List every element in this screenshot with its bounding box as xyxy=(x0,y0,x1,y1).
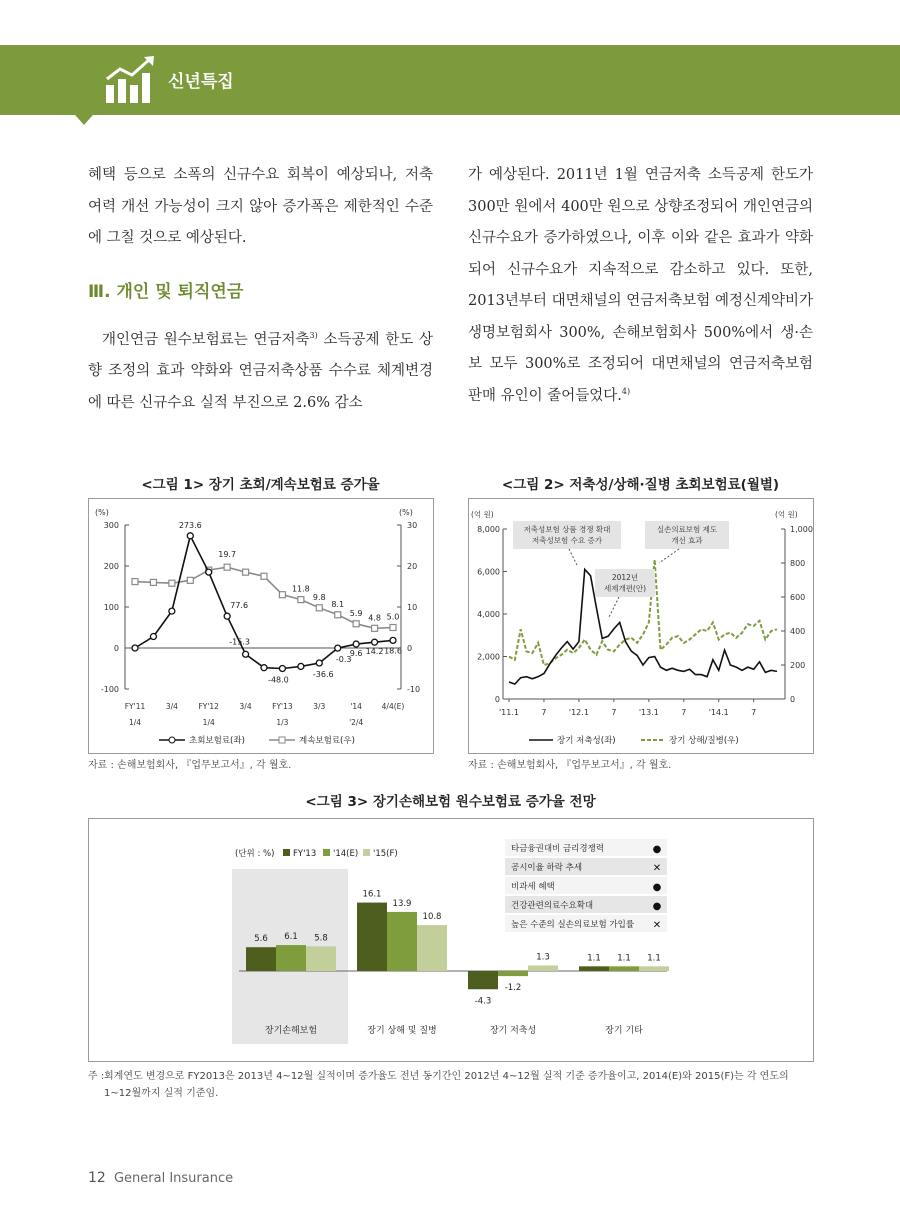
fig1-renewal-label: 9.8 xyxy=(312,592,326,602)
fig1-initial-point xyxy=(206,569,212,575)
fig1-x-tick: FY'12 xyxy=(198,702,219,711)
figure2-title: <그림 2> 저축성/상해·질병 초회보험료(월별) xyxy=(501,477,780,493)
fig2-x-tick: 7 xyxy=(611,708,617,717)
fig1-renewal-point xyxy=(353,621,359,627)
fig1-initial-point xyxy=(316,660,322,666)
figure3-box xyxy=(88,818,814,1062)
fig3-bar-label: -1.2 xyxy=(504,983,522,994)
figure3-chart xyxy=(89,819,813,1061)
fig3-legend-swatch xyxy=(283,849,290,856)
fig1-renewal-point xyxy=(169,580,175,586)
fig3-factor-mark: ● xyxy=(652,844,662,855)
fig1-initial-label: 273.6 xyxy=(178,520,202,530)
fig1-initial-point xyxy=(279,666,285,672)
figure2-chart xyxy=(469,499,813,753)
fig2-x-tick: 7 xyxy=(751,708,757,717)
fig1-initial-label: -0.3 xyxy=(335,655,352,665)
footnote-ref-4[interactable]: 4) xyxy=(621,386,631,396)
fig3-legend-label: '14(E) xyxy=(333,849,359,859)
fig1-initial-point xyxy=(132,645,138,651)
fig1-renewal-label: 8.1 xyxy=(331,599,345,609)
fig1-renewal-point xyxy=(335,612,341,618)
fig1-left-tick: 0 xyxy=(113,644,119,653)
right-paragraph xyxy=(468,160,813,412)
fig3-bar xyxy=(357,903,387,971)
left-column xyxy=(88,160,433,419)
figure2-box xyxy=(468,498,814,754)
fig1-x-tick: 4/4(E) xyxy=(381,702,405,711)
section-heading: Ⅲ. 개인 및 퇴직연금 xyxy=(88,281,244,302)
fig2-right-tick: 0 xyxy=(790,695,796,704)
fig1-renewal-label: 4.8 xyxy=(368,613,381,623)
fig1-initial-point xyxy=(353,641,359,647)
fig1-legend-initial: 초회보험료(좌) xyxy=(189,736,245,746)
fig2-left-tick: 2,000 xyxy=(477,652,500,662)
figure1-chart xyxy=(89,499,433,753)
fig1-initial-label: -15.3 xyxy=(229,637,250,647)
fig2-left-tick: 6,000 xyxy=(477,567,500,577)
fig3-bar xyxy=(639,966,669,971)
fig1-initial-point xyxy=(150,634,156,640)
fig3-legend-swatch xyxy=(323,849,330,856)
fig1-renewal-label: 11.8 xyxy=(291,584,310,594)
fig1-renewal-point xyxy=(372,625,378,631)
fig2-annotation-1b: 저축성보험 수요 증가 xyxy=(532,536,602,545)
fig1-renewal-point xyxy=(243,569,249,575)
fig3-bar xyxy=(417,925,447,971)
fig3-category-label: 장기손해보험 xyxy=(264,1026,318,1036)
fig3-bar-label: 16.1 xyxy=(362,889,382,900)
fig3-bar xyxy=(528,965,558,971)
fig2-right-tick: 200 xyxy=(790,661,806,670)
fig1-renewal-point xyxy=(132,579,138,585)
fig2-left-tick: 8,000 xyxy=(477,525,500,534)
fig3-bar xyxy=(276,945,306,971)
growth-chart-icon xyxy=(104,55,158,105)
fig1-initial-point xyxy=(243,651,249,657)
fig2-legend-savings: 장기 저축성(좌) xyxy=(557,736,616,746)
fig1-left-unit: (%) xyxy=(95,508,109,517)
fig2-right-tick: 600 xyxy=(790,593,806,602)
fig2-left-tick: 0 xyxy=(494,695,500,704)
fig1-initial-label: -48.0 xyxy=(268,675,289,685)
fig1-renewal-label: 19.7 xyxy=(218,550,237,560)
fig3-unit-label: (단위 : %) xyxy=(235,849,275,859)
fig1-renewal-point xyxy=(390,625,396,631)
figure1-source: 자료 : 손해보험회사, 『업무보고서』, 각 월호. xyxy=(88,760,292,771)
fig1-left-tick: 300 xyxy=(103,521,119,530)
fig3-bar xyxy=(387,912,417,971)
fig1-right-tick: 20 xyxy=(407,562,418,571)
fig3-legend-swatch xyxy=(363,849,370,856)
fig3-bar-label: 5.6 xyxy=(254,934,268,945)
fig3-bar xyxy=(468,971,498,989)
right-column xyxy=(468,160,813,412)
fig3-category-label: 장기 기타 xyxy=(605,1026,643,1036)
fig1-renewal-point xyxy=(224,564,230,570)
fig2-annotation-2a: 실손의료보험 제도 xyxy=(656,525,718,534)
fig2-annotation-leader-2 xyxy=(659,549,679,563)
fig3-legend-label: '15(F) xyxy=(373,849,398,859)
fig1-initial-point xyxy=(335,645,341,651)
fig3-bar xyxy=(246,947,276,971)
fig3-factor-label: 비과세 혜택 xyxy=(511,882,555,892)
fig2-annotation-2b: 개선 효과 xyxy=(671,536,703,545)
fig1-x-tick: FY'13 xyxy=(272,702,293,711)
fig1-renewal-point xyxy=(261,573,267,579)
page-footer xyxy=(88,1170,233,1186)
fig1-left-tick: 200 xyxy=(103,562,119,571)
fig3-category-label: 장기 상해 및 질병 xyxy=(367,1026,437,1036)
fig2-right-tick: 400 xyxy=(790,627,806,636)
fig3-bar xyxy=(306,946,336,971)
fig1-right-unit: (%) xyxy=(399,508,413,517)
fig3-bar-label: 10.8 xyxy=(422,912,442,923)
fig3-factor-label: 높은 수준의 실손의료보험 가입률 xyxy=(511,920,635,930)
fig1-renewal-point xyxy=(279,592,285,598)
fig3-bar-label: -4.3 xyxy=(474,996,492,1007)
fig1-initial-point xyxy=(224,613,230,619)
page-number: 12 xyxy=(88,1170,106,1186)
fig1-x-tick-sub: 1/3 xyxy=(276,718,289,727)
fig1-initial-point xyxy=(390,637,396,643)
fig3-factor-label: 공시이율 하락 추세 xyxy=(511,863,583,873)
fig2-annotation-leader-3 xyxy=(609,597,619,617)
fig3-bar-label: 1.1 xyxy=(647,953,661,964)
fig1-initial-label: 14.2 xyxy=(365,647,384,657)
fig2-x-tick: 7 xyxy=(681,708,687,717)
fig2-x-tick: '11.1 xyxy=(498,708,520,717)
fig3-bar xyxy=(609,966,639,971)
fig1-initial-point xyxy=(261,665,267,671)
fig2-annotation-3b: 세제개편(안) xyxy=(603,584,647,593)
fig3-bar xyxy=(579,966,609,971)
fig1-legend-renewal: 계속보험료(우) xyxy=(299,736,355,746)
fig1-right-tick: 30 xyxy=(407,521,418,530)
fig3-legend-label: FY'13 xyxy=(293,849,317,859)
figure3-title: <그림 3> 장기손해보험 원수보험료 증가율 전망 xyxy=(305,794,596,810)
publication-name: General Insurance xyxy=(113,1171,234,1186)
fig2-x-tick: '12.1 xyxy=(568,708,589,717)
fig2-x-tick: '13.1 xyxy=(638,708,659,717)
fig3-bar-label: 13.9 xyxy=(392,898,412,909)
fig1-right-tick: 10 xyxy=(407,603,418,612)
fig3-bar-label: 1.3 xyxy=(536,952,550,963)
fig3-factor-label: 타금융권대비 금리경쟁력 xyxy=(511,844,605,854)
left-paragraph-2-a: 개인연금 원수보험료는 연금저축 xyxy=(102,331,310,348)
fig3-factor-mark: ● xyxy=(652,882,662,893)
fig1-x-tick-sub: '2/4 xyxy=(349,718,364,727)
right-paragraph-text: 가 예상된다. 2011년 1월 연금저축 소득공제 한도가 300만 원에서 400만 원으로 상향조정되어 개인연금의 신규수요가 증가하였으나, 이후 이와 같은 효과가 약화되어 신규수요가 지속적으로 감소하고 있다. 또한, 2013년부터 대면채널의 연금저축보험 예정신계약비가 생명보험회사 300%, 손해보험회사 500%에서 생·손보 모두 300%로 조정되어 대면채널의 연금저축보험 판매 유인이 줄어들었다. xyxy=(468,167,813,404)
figure1-title: <그림 1> 장기 초회/계속보험료 증가율 xyxy=(141,477,380,493)
fig3-factor-label: 건강관련의료수요확대 xyxy=(511,901,594,911)
section-label: 신년특집 xyxy=(168,72,234,92)
fig1-x-tick: 3/3 xyxy=(313,702,326,711)
fig1-initial-point xyxy=(169,608,175,614)
fig1-left-tick: -100 xyxy=(100,685,119,694)
fig3-factor-mark: ✕ xyxy=(652,920,662,931)
left-paragraph-2-b: 소득공제 한도 상향 조정의 효과 약화와 연금저축상품 수수료 체계변경에 따른 신규수요 실적 부진으로 2.6% 감소 xyxy=(88,331,433,411)
fig1-x-tick-sub: 1/4 xyxy=(202,718,215,727)
fig1-x-tick-sub: 1/4 xyxy=(128,718,142,727)
fig1-right-tick: -10 xyxy=(407,685,421,694)
fig1-renewal-point xyxy=(187,577,193,583)
fig1-left-tick: 100 xyxy=(103,603,119,612)
fig1-x-tick: '14 xyxy=(350,702,362,711)
fig2-right-tick: 1,000 xyxy=(790,525,813,534)
fig1-renewal-point xyxy=(298,597,304,603)
fig2-annotation-3a: 2012년 xyxy=(611,573,639,582)
fig2-right-unit: (억 원) xyxy=(775,510,798,519)
fig1-initial-point xyxy=(372,639,378,645)
left-paragraph-2 xyxy=(88,325,433,420)
fig2-x-tick: 7 xyxy=(541,708,547,717)
fig3-bar-label: 5.8 xyxy=(314,933,328,944)
fig1-x-tick: 3/4 xyxy=(165,702,178,711)
fig1-legend-initial-marker xyxy=(169,737,175,743)
fig1-renewal-label: 5.9 xyxy=(349,608,363,618)
fig2-legend-health: 장기 상해/질병(우) xyxy=(669,736,739,746)
banner-tab xyxy=(68,107,100,125)
fig2-x-tick: '14.1 xyxy=(708,708,729,717)
fig1-initial-point xyxy=(187,533,193,539)
figure2-source: 자료 : 손해보험회사, 『업무보고서』, 각 월호. xyxy=(468,760,672,771)
note-text: 회계연도 변경으로 FY2013은 2013년 4~12월 실적이며 증가율도 전년 동기간인 2012년 4~12월 실적 기준 증가율이고, 2014(E)와 2015(F)는 각 연도의 1~12월까지 실적 기준임. xyxy=(104,1071,789,1099)
fig1-x-tick: 3/4 xyxy=(239,702,252,711)
fig2-annotation-1a: 저축성보험 상품 경쟁 확대 xyxy=(523,525,611,534)
fig3-bar-label: 1.1 xyxy=(587,953,601,964)
left-paragraph-1: 혜택 등으로 소폭의 신규수요 회복이 예상되나, 저축 여력 개선 가능성이 크지 않아 증가폭은 제한적인 수준에 그칠 것으로 예상된다. xyxy=(88,167,433,246)
fig2-left-tick: 4,000 xyxy=(477,610,500,619)
fig1-renewal-point xyxy=(150,579,156,585)
fig3-bar-label: 6.1 xyxy=(284,932,298,943)
fig1-right-tick: 0 xyxy=(407,644,413,653)
note-prefix: 주 : xyxy=(88,1071,105,1082)
fig3-factor-mark: ● xyxy=(652,901,662,912)
figure1-box xyxy=(88,498,434,754)
fig2-right-tick: 800 xyxy=(790,559,806,568)
fig1-x-tick: FY'11 xyxy=(124,702,146,711)
fig2-annotation-leader-1 xyxy=(569,549,577,565)
fig1-legend-renewal-marker xyxy=(279,737,285,743)
fig1-initial-point xyxy=(298,663,304,669)
fig3-bar-label: 1.1 xyxy=(617,953,631,964)
fig3-bar xyxy=(498,971,528,976)
header-banner xyxy=(0,45,900,115)
fig1-initial-label: -36.6 xyxy=(312,670,334,680)
fig1-initial-label: 77.6 xyxy=(230,601,249,611)
fig1-initial-label: 9.6 xyxy=(349,649,363,659)
fig3-category-label: 장기 저축성 xyxy=(489,1026,537,1036)
fig1-initial-label: 18.6 xyxy=(384,646,402,656)
fig1-renewal-point xyxy=(316,605,322,611)
footnote-ref-3[interactable]: 3) xyxy=(309,330,318,340)
fig2-left-unit: (억 원) xyxy=(471,510,494,519)
fig3-factor-mark: ✕ xyxy=(652,863,662,874)
fig1-renewal-label: 5.0 xyxy=(386,612,400,622)
